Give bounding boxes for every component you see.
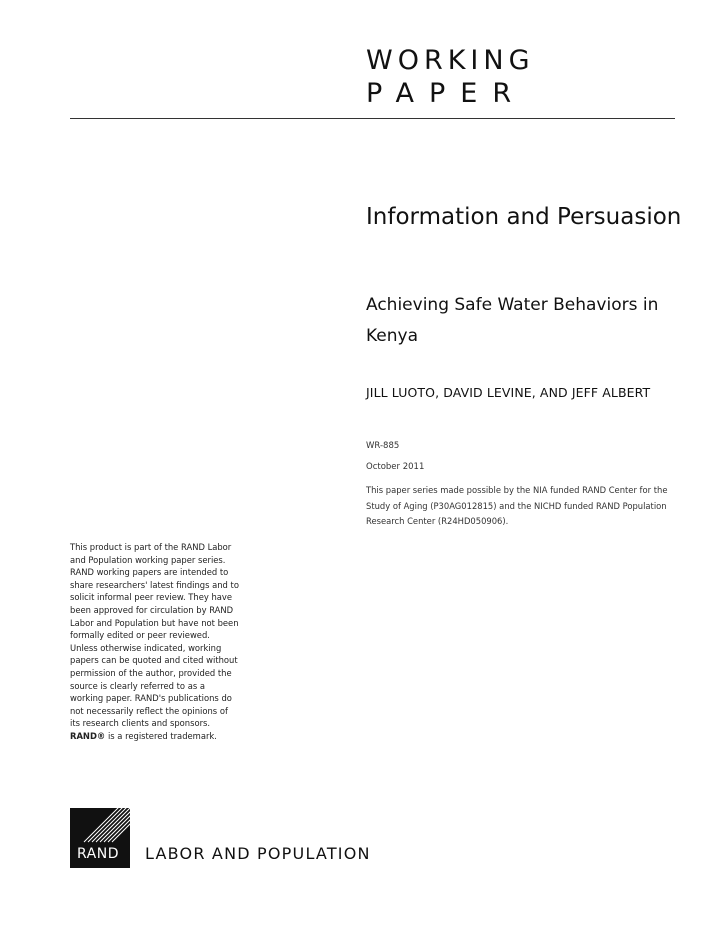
document-title: Information and Persuasion xyxy=(366,204,682,230)
unit-name: LABOR AND POPULATION xyxy=(145,844,371,863)
trademark-text: is a registered trademark. xyxy=(105,730,217,741)
heading-line-2: PAPER xyxy=(366,78,527,109)
rand-logo xyxy=(70,808,130,868)
disclaimer xyxy=(70,541,240,743)
working-paper-heading xyxy=(366,44,535,110)
authors: JILL LUOTO, DAVID LEVINE, AND JEFF ALBERT xyxy=(366,385,651,400)
rand-logo-text: RAND xyxy=(77,846,119,862)
header-divider xyxy=(70,118,675,119)
document-subtitle: Achieving Safe Water Behaviors in Kenya xyxy=(366,295,659,346)
publication-date: October 2011 xyxy=(366,462,425,472)
disclaimer-body: This product is part of the RAND Labor and Population working paper series. RAND working papers are intended to share researchers' latest findings and to solicit informal peer review. They have been approved for circulation by RAND Labor and Population but have not been formally edited or peer reviewed. Unless otherwise indicated, working papers can be quoted and cited without permission of the author, provided the source is clearly referred to as a working paper. RAND's publications do not necessarily reflect the opinions of its research clients and sponsors. xyxy=(70,542,239,729)
funding-note: This paper series made possible by the NIA funded RAND Center for the Study of Aging (P30AG012815) and the NICHD funded RAND Population Research Center (R24HD050906). xyxy=(366,485,668,526)
report-number: WR-885 xyxy=(366,441,400,451)
trademark-mark: RAND® xyxy=(70,730,106,741)
heading-line-1: WORKING xyxy=(366,45,535,76)
